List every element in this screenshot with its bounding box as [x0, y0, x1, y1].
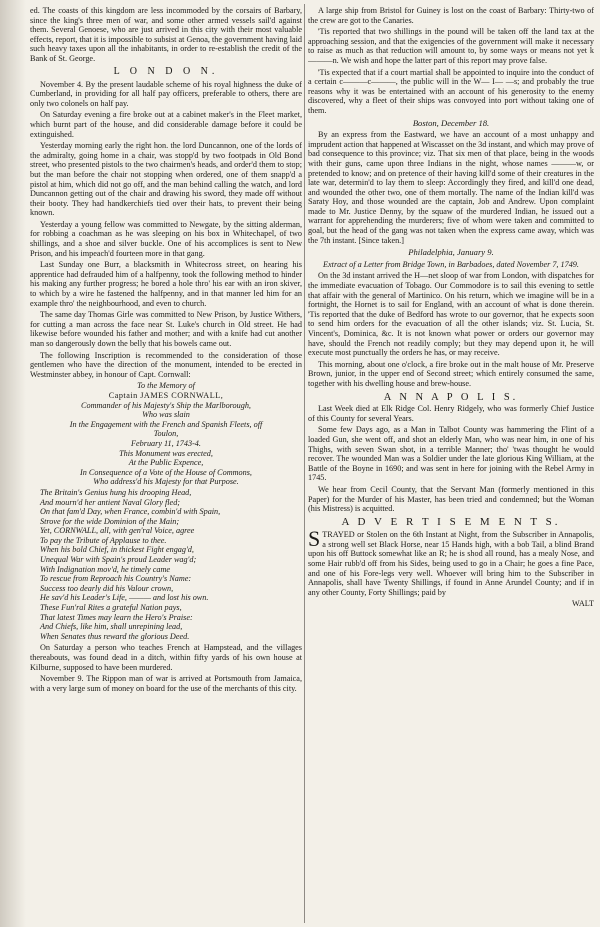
article-bristol-ship: A large ship from Bristol for Guiney is lost on the coast of Barbary: Thirty-two of the crew are got to the Canaries.: [308, 6, 594, 25]
inscription-line: To the Memory of: [137, 381, 195, 391]
article-malt-house-fire: This morning, about one o'clock, a fire broke out in the malt house of Mr. Preserve Brown, junior, in the upper end of Second street; which entirely consumed the same, together with his dwelling house and brew-house.: [308, 359, 594, 388]
philadelphia-dateline: Philadelphia, January 9.: [408, 247, 494, 258]
binding-shadow: [0, 0, 26, 927]
article-blacksmith-burr: Last Sunday one Burr, a blacksmith in Whitecross street, on hearing his apprentice had defrauded him of a halfpenny, took the following method to hinder his making any further progress; he bored a hole thro' his ear with an iron skiver, to which by a wire he fastened the halfpenny, and in that manner led him for an example thro' the neighbourhood, and even to church.: [30, 260, 302, 308]
poem-block: [30, 488, 302, 642]
poem-line: When Senates thus reward the glorious Deed.: [40, 631, 190, 641]
inscription-line: At the Public Expence,: [128, 458, 204, 468]
inscription-block: [30, 381, 302, 487]
poem-line: To rescue from Reproach his Country's Name:: [40, 574, 192, 584]
inscription-line: In Consequence of a Vote of the House of Commons,: [80, 467, 252, 477]
article-wiscasset: By an express from the Eastward, we have an account of a most unhappy and imprudent action that happened at Wiscasset on the 3d instant, and which may prove of bad consequence to this province; viz. That six men of that place, being in the woods with their guns, came upon three Indians in the night, whose names ———w, or pretended to know; and on pretence of their having kill'd some of their creatures in the late war, determin'd to lay them to sleep: Accordingly they fired, and kill'd one dead, and wounded the other two, one of them mortally. The name of the Indian kill'd was Saraty Hoy, and those wounded are the captain, Job and Andrew. Upon complaint made to Mr. Justice Denny, by the squaw of the murdered Indian, he issued out a warrant for apprehending the murderers; five of whom were taken and committed to goal, but the head of the gang was not taken when the express came away, which was the 7th instant. [Since taken.]: [308, 130, 594, 245]
article-ridgely: Last Week died at Elk Ridge Col. Henry Ridgely, who was formerly Chief Justice of this County for several Years.: [308, 404, 594, 423]
annapolis-heading: A N N A P O L I S.: [383, 391, 519, 403]
poem-line: To pay the Tribute of Applause to thee.: [40, 535, 167, 545]
column-divider: [304, 4, 305, 923]
poem-line: With Indignation mov'd, he timely came: [40, 564, 170, 574]
ad-strayed-horse: [308, 526, 594, 597]
extract-heading: Extract of a Letter from Bridge Town, in Barbadoes, dated November 7, 1749.: [323, 259, 579, 269]
poem-line: He sav'd his Leader's Life, ——— and lost his own.: [40, 593, 209, 603]
right-column: [308, 6, 594, 923]
article-talbot-gun: Some few Days ago, as a Man in Talbot County was hammering the Flint of a loaded Gun, she went off, and shot an elderly Man, who was near him, in one of his Thighs, with seven Swan shot, in a terrible Manner; tho' 'twas thought he would recover. The wounded Man was a Soldier under the late glorious King William, at the Battle of the Boyne in 1690; and was sent in here for joining with the Rebel Army in 1745.: [308, 425, 594, 483]
poem-line: Success too dearly did his Valour crown,: [40, 583, 174, 593]
article-lord-duncannon: Yesterday morning early the right hon. the lord Duncannon, one of the lords of the admiralty, going home in a chair, was stopp'd by two footpads in Old Bond street, who presented pistols to the two chairmen's heads, and order'd them to stop; but the man before the chair not stopping when ordered, one of them snapp'd a pistol at him, which did not go off, and the man behind calling the watch, and lord Duncannon getting out of the chair and drawing his sword, they made off without their booty. They had handkerchiefs tied over their hats, to prevent their being known.: [30, 141, 302, 218]
inscription-line: This Monument was erected,: [119, 448, 213, 458]
poem-line: When his bold Chief, in thickest Fight engag'd,: [40, 545, 194, 555]
article-half-pay: November 4. By the present laudable scheme of his royal highness the duke of Cumberland, in providing for all half pay officers, preferable to others, there are only two colonels on half pay.: [30, 79, 302, 108]
article-land-tax: 'Tis reported that two shillings in the pound will be taken off the land tax at the approaching session, and that the exigencies of the government will make it necessary to raise as much as that reduction will amount to, by some ways or means not yet k———n. We wish and hope the latter part of this report may prove false.: [308, 27, 594, 65]
inscription-line: February 11, 1743-4.: [131, 438, 201, 448]
left-column: [30, 6, 302, 923]
article-rippon: November 9. The Rippon man of war is arrived at Portsmouth from Jamaica, with a very large sum of money on board for the use of the merchants of this city.: [30, 674, 302, 693]
poem-line: Yet, CORNWALL, all, with gen'ral Voice, agree: [40, 526, 195, 536]
poem-line: Unequal War with Spain's proud Leader wag'd;: [40, 555, 197, 565]
article-inscription-intro: The following Inscription is recommended to the consideration of those gentlemen who have the direction of the monument, intended to be erected in Westminster abbey, in honour of Capt. Cornwall:: [30, 350, 302, 379]
london-heading: L O N D O N.: [113, 65, 219, 77]
article-tobago: On the 3d instant arrived the H—net sloop of war from London, with dispatches for the immediate evacuation of Tobago. Our Commodore is to sail this evening to settle that affair with the general of Martinico. On his return, which we imagine will be in a fortnight, the Hornet is to sail for England, with an account of what is done therein. 'Tis reported that the duke of Bedford has wrote to our governor, that he expects soon to send him orders for the evacuation of all the other islands; viz. St. Lucia, St. Vincent's, Dominica, &c. It is not known what power or orders our governor may have, should the French not readily comply; but they may depend upon it, he will execute most punctually the orders he has, or may receive.: [308, 271, 594, 358]
inscription-line: Toulon,: [153, 429, 179, 439]
ad-strayed-text: TRAYED or Stolen on the 6th Instant at Night, from the Subscriber in Annapolis, a strong well set Black Horse, near 15 Hands high, with a bob Tail, a blind Brand upon his off Buttock somewhat like an R; he is shod all round, has a mealy Nose, and some Hair rubb'd off from his Sides, being used to go in a Chair; he goes a fine Pace, and one of his Fore-legs very well. Whoever will bring him to the Subscriber in Annapolis, shall have Twenty Shillings, if found in Anne Arundel County; and if in any other County, Forty Shillings; paid by: [308, 530, 594, 597]
article-barbary-corsairs: ed. The coasts of this kingdom are less incommoded by the corsairs of Barbary, since the king's three men of war, and some other armed vessels sail'd against them. Several Genoese, who are just arrived in this city with their most valuable effects, report, that it is impossible to subsist at Genoa, the government having laid such heavy taxes upon all the inhabitants, in order to re-establish the credit of the Bank of St. George.: [30, 6, 302, 63]
poem-line: And mourn'd her antient Naval Glory fled;: [40, 497, 181, 507]
article-court-martial: 'Tis expected that if a court martial shall be appointed to inquire into the conduct of a certain c———c———, the public will in the W— I— —s; and probably the true reasons why it was be entertained with an account of his generosity to the enemy discovered, why a fleet of their ships was convoyed into port without taking one of them.: [308, 67, 594, 115]
poem-line: And Chiefs, like him, shall unrepining lead,: [40, 622, 183, 632]
advertisements-heading: A D V E R T I S E M E N T S.: [341, 515, 561, 528]
inscription-line: Commander of his Majesty's Ship the Marlborough,: [81, 400, 251, 410]
poem-line: Strove for the wide Dominion of the Main;: [40, 516, 180, 526]
poem-line: That latest Times may learn the Hero's Praise:: [40, 612, 193, 622]
inscription-line: In the Engagement with the French and Spanish Fleets, off: [69, 419, 263, 429]
poem-line: On that fam'd Day, when France, combin'd with Spain,: [40, 507, 221, 517]
ad-signature: WALT: [572, 599, 594, 609]
inscription-line: Who address'd his Majesty for that Purpose.: [93, 477, 239, 487]
inscription-line: Captain JAMES CORNWALL,: [108, 390, 224, 400]
boston-dateline: Boston, December 18.: [412, 117, 490, 128]
article-fire-fleet-market: On Saturday evening a fire broke out at a cabinet maker's in the Fleet market, which burnt part of the house, and did considerable damage before it could be extinguished.: [30, 110, 302, 139]
article-thomas-girle: The same day Thomas Girle was committed to New Prison, by Justice Withers, for cutting a man across the face near St. Luke's church in Old street. He had likewise before wounded his father and mother; and with a knife had cut another man so dangerously down the belly that his bowels came out.: [30, 310, 302, 348]
inscription-line: Who was slain: [142, 410, 190, 420]
article-cecil-county: We hear from Cecil County, that the Servant Man (formerly mentioned in this Paper) for the Murder of his Master, has been tried and condemned; but the Woman (his Mistress) is acquitted.: [308, 484, 594, 514]
poem-line: These Fun'ral Rites a grateful Nation pays,: [40, 603, 182, 613]
article-newgate: Yesterday a young fellow was committed to Newgate, by the sitting alderman, for robbing a coachman as he was sleeping on his box in Whitechapel, of two shillings, and a shoe and silver buckle. One of his accomplices is sent to New Prison, and his impeach'd fourteen more in that gang.: [30, 219, 302, 258]
article-hampstead-murder: On Saturday a person who teaches French at Hampstead, and the villages thereabouts, was found dead in a ditch, within fifty yards of his own house at Kilburne, supposed to have been murdered.: [30, 643, 302, 672]
poem-line: The Britain's Genius hung his drooping Head,: [40, 487, 192, 497]
drop-cap: S: [308, 526, 321, 552]
